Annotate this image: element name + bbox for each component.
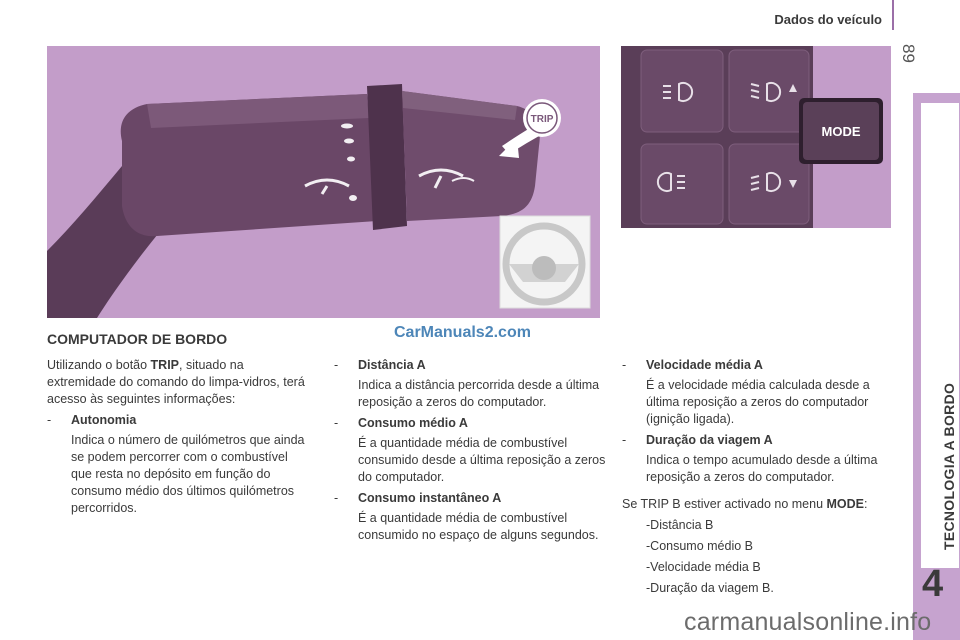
list-item: -Velocidade média B [646,560,761,574]
wiper-stalk-illustration [47,46,600,318]
list-item: - Velocidade média A [622,358,763,372]
item-description: Indica a distância percorrida desde a última reposição a zeros do computador. [358,378,600,409]
watermark-top: CarManuals2.com [394,324,531,341]
item-description: Indica o tempo acumulado desde a última reposição a zeros do computador. [646,453,878,484]
item-description: Indica o número de quilómetros que ainda se podem percorrer com o combustível que resta no depósito em função do consumo médio dos últimos quilómetros percorridos. [71,433,305,515]
text-column-3 [622,357,897,601]
svg-text:TRIP: TRIP [530,114,554,125]
page-number: 89 [899,44,918,63]
intro-paragraph: Utilizando o botão TRIP, situado na extremidade do comando do limpa-vidros, terá acesso às seguintes informações: [47,358,305,406]
watermark-bottom: carmanualsonline.info [684,608,932,636]
chapter-side-tab [913,93,960,640]
mode-panel-illustration [621,46,891,228]
header-title: Dados do veículo [774,12,882,27]
item-description: É a quantidade média de combustível consumido desde a última reposição a zeros do computador. [358,436,606,484]
list-item: -Consumo médio B [646,539,753,553]
list-item: -Distância B [646,518,714,532]
list-item: -Duração da viagem B. [646,581,774,595]
trip-b-paragraph: Se TRIP B estiver activado no menu MODE: [622,497,868,511]
list-item: - Consumo médio A [334,416,468,430]
chapter-title: TECNOLOGIA A BORDO [941,382,957,550]
text-column-2 [334,357,609,548]
text-column-1 [47,357,307,521]
list-item: - Consumo instantâneo A [334,491,502,505]
list-item: - Distância A [334,358,426,372]
header-rule [892,0,894,30]
list-item: - Duração da viagem A [622,433,773,447]
section-title: COMPUTADOR DE BORDO [47,331,228,347]
chapter-number: 4 [922,563,944,605]
item-description: É a quantidade média de combustível consumido no espaço de alguns segundos. [358,511,599,542]
list-item: - Autonomia [47,413,137,427]
svg-text:MODE: MODE [821,124,861,139]
item-description: É a velocidade média calculada desde a última reposição a zeros do computador (ignição ligada). [646,378,870,426]
